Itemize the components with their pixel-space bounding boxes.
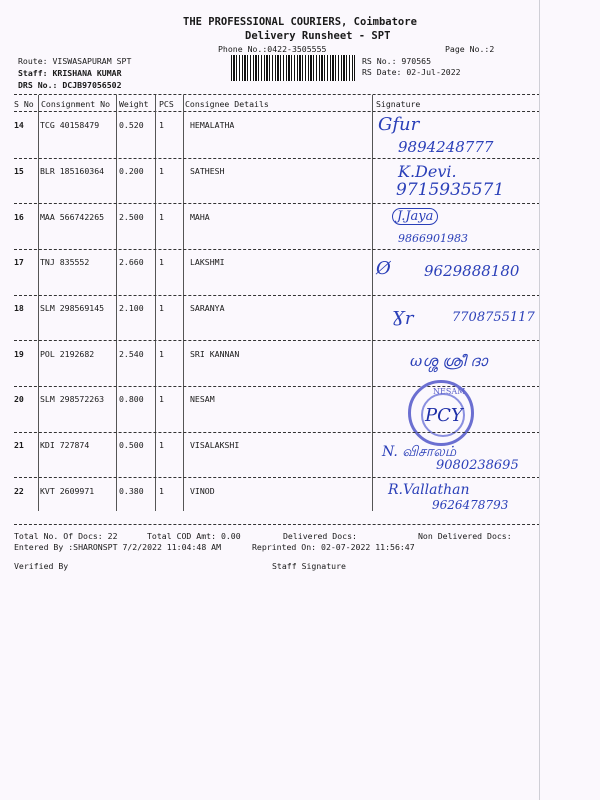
row-consignee: SATHESH [190, 166, 225, 176]
signature-scribble: ωശ്ശ ശ്രീ ദാ [410, 352, 488, 370]
signature-phone: 9626478793 [432, 498, 509, 512]
signature-scribble: Ɣr [392, 308, 414, 329]
row-consignment: SLM 298569145 [40, 303, 105, 313]
staff-name: Staff: KRISHANA KUMAR [18, 68, 122, 78]
row-rule [14, 295, 540, 296]
page-number: Page No.:2 [445, 44, 495, 54]
row-pcs: 1 [159, 440, 164, 450]
signature-scribble: K.Devi. [398, 162, 457, 181]
row-pcs: 1 [159, 212, 164, 222]
signature-phone: 9715935571 [396, 180, 505, 200]
row-sno: 19 [14, 349, 24, 359]
signature-phone: 9894248777 [398, 138, 494, 156]
verified-by: Verified By [14, 561, 69, 571]
col-signature: Signature [376, 99, 421, 109]
signature-scribble: R.Vallathan [388, 482, 470, 498]
page-edge [539, 0, 540, 800]
col-consignment: Consignment No [41, 99, 111, 109]
company-name: THE PROFESSIONAL COURIERS, Coimbatore [183, 16, 417, 28]
row-weight: 0.200 [119, 166, 144, 176]
barcode [231, 55, 355, 81]
row-consignee: SARANYA [190, 303, 225, 313]
row-pcs: 1 [159, 120, 164, 130]
reprinted-on: Reprinted On: 02-07-2022 11:56:47 [252, 542, 415, 552]
row-consignment: SLM 298572263 [40, 394, 105, 404]
signature-scribble: Gfur [378, 114, 420, 135]
stamp-initials: PCY [425, 405, 463, 426]
row-weight: 2.100 [119, 303, 144, 313]
row-rule [14, 203, 540, 204]
row-rule [14, 158, 540, 159]
row-rule [14, 477, 540, 478]
row-sno: 17 [14, 257, 24, 267]
row-pcs: 1 [159, 303, 164, 313]
row-sno: 20 [14, 394, 24, 404]
row-weight: 2.660 [119, 257, 144, 267]
row-consignee: VISALAKSHI [190, 440, 240, 450]
non-delivered-docs: Non Delivered Docs: [418, 531, 512, 541]
row-pcs: 1 [159, 257, 164, 267]
total-cod: Total COD Amt: 0.00 [147, 531, 241, 541]
row-pcs: 1 [159, 486, 164, 496]
row-sno: 18 [14, 303, 24, 313]
signature-scribble: Ø [376, 258, 391, 279]
table-rule-bottom [14, 524, 540, 525]
total-docs: Total No. Of Docs: 22 [14, 531, 118, 541]
row-consignee: VINOD [190, 486, 215, 496]
delivery-stamp [408, 380, 474, 446]
row-consignment: KVT 2609971 [40, 486, 95, 496]
row-weight: 0.800 [119, 394, 144, 404]
row-weight: 0.500 [119, 440, 144, 450]
row-sno: 15 [14, 166, 24, 176]
delivered-docs: Delivered Docs: [283, 531, 357, 541]
phone-number: Phone No.:0422-3505555 [218, 44, 327, 54]
row-consignment: TNJ 835552 [40, 257, 90, 267]
row-weight: 2.540 [119, 349, 144, 359]
signature-phone: 7708755117 [452, 310, 535, 325]
stamp-text: NESAM [433, 387, 466, 396]
header-rule-bottom [14, 111, 540, 112]
row-consignee: MAHA [190, 212, 210, 222]
entered-by: Entered By :SHARONSPT 7/2/2022 11:04:48 AM [14, 542, 222, 552]
signature-phone: 9629888180 [424, 262, 520, 280]
row-consignee: NESAM [190, 394, 215, 404]
row-sno: 14 [14, 120, 24, 130]
signature-phone: 9080238695 [436, 458, 519, 473]
row-consignee: LAKSHMI [190, 257, 225, 267]
row-consignee: SRI KANNAN [190, 349, 240, 359]
rs-date: RS Date: 02-Jul-2022 [362, 67, 461, 77]
col-pcs: PCS [159, 99, 174, 109]
row-pcs: 1 [159, 349, 164, 359]
row-weight: 0.380 [119, 486, 144, 496]
sheet-title: Delivery Runsheet - SPT [245, 30, 391, 42]
signature-scribble: N. விசாலம் [382, 444, 457, 460]
row-weight: 0.520 [119, 120, 144, 130]
rs-number: RS No.: 970565 [362, 56, 432, 66]
row-sno: 16 [14, 212, 24, 222]
row-consignment: BLR 185160364 [40, 166, 105, 176]
row-consignment: POL 2192682 [40, 349, 95, 359]
row-consignee: HEMALATHA [190, 120, 235, 130]
signature-scribble: J.Jaya [392, 208, 438, 225]
row-rule [14, 432, 540, 433]
drs-number: DRS No.: DCJB97056502 [18, 80, 122, 90]
col-consignee: Consignee Details [185, 99, 269, 109]
row-sno: 22 [14, 486, 24, 496]
row-weight: 2.500 [119, 212, 144, 222]
row-pcs: 1 [159, 166, 164, 176]
row-pcs: 1 [159, 394, 164, 404]
col-weight: Weight [119, 99, 149, 109]
row-consignment: TCG 40158479 [40, 120, 100, 130]
staff-signature: Staff Signature [272, 561, 346, 571]
row-consignment: MAA 566742265 [40, 212, 105, 222]
col-sno: S No [14, 99, 34, 109]
row-rule [14, 340, 540, 341]
signature-phone: 9866901983 [398, 232, 468, 245]
header-rule-top [14, 94, 540, 95]
row-rule [14, 249, 540, 250]
row-sno: 21 [14, 440, 24, 450]
row-consignment: KDI 727874 [40, 440, 90, 450]
route: Route: VISWASAPURAM SPT [18, 56, 132, 66]
